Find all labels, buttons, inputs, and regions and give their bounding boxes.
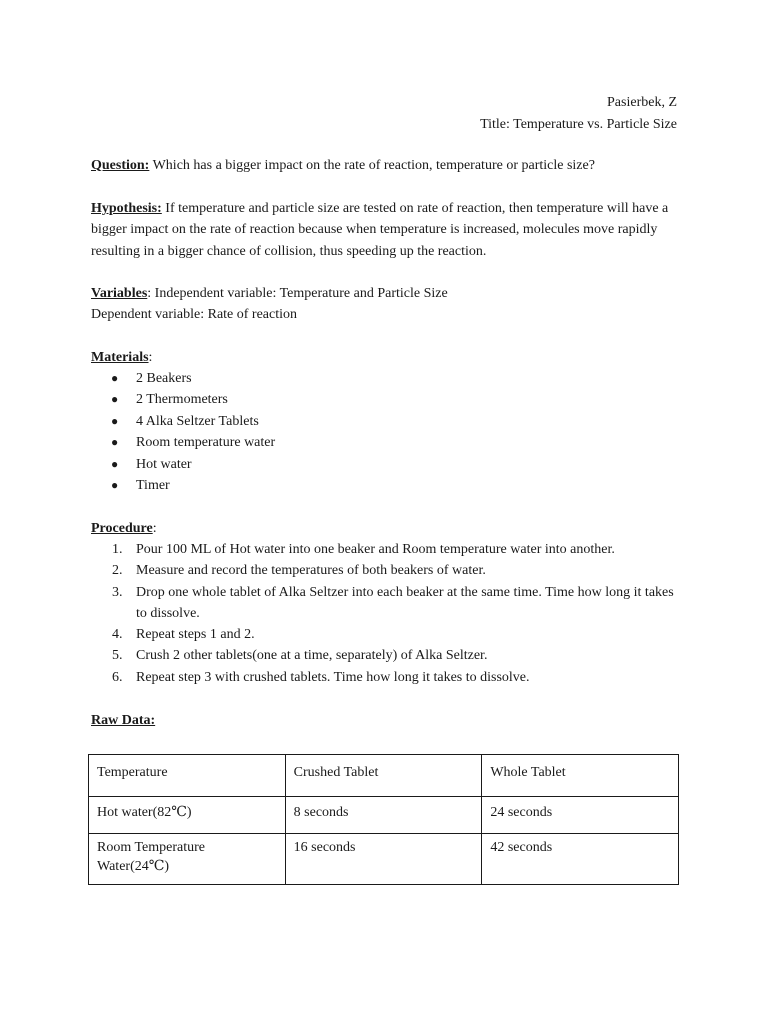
raw-data-table	[88, 754, 679, 885]
list-item: 3. Drop one whole tablet of Alka Seltzer into each beaker at the same time. Time how long it takes to dissolve.	[112, 584, 674, 621]
list-item: 5. Crush 2 other tablets(one at a time, separately) of Alka Seltzer.	[112, 648, 488, 664]
table-cell: Room Temperature Water(24℃)	[89, 834, 286, 885]
bullet-icon: ●	[111, 413, 119, 428]
list-item: ● 2 Thermometers	[91, 389, 275, 410]
procedure-label: Procedure	[91, 521, 153, 536]
raw-data-label: Raw Data:	[91, 713, 156, 728]
procedure-heading	[91, 518, 691, 539]
bullet-icon: ●	[111, 392, 119, 407]
table-header-row	[89, 755, 679, 797]
bullet-icon: ●	[111, 478, 119, 493]
hypothesis-section	[91, 198, 691, 262]
bullet-icon: ●	[111, 435, 119, 450]
procedure-list	[91, 539, 681, 688]
list-item: ● Hot water	[91, 454, 275, 475]
hypothesis-label: Hypothesis:	[91, 201, 162, 216]
header-block	[480, 92, 677, 136]
materials-heading	[91, 347, 691, 368]
variables-label: Variables	[91, 286, 148, 301]
list-item: 2. Measure and record the temperatures of both beakers of water.	[112, 563, 486, 579]
table-cell: 16 seconds	[285, 834, 482, 885]
table-header-cell: Temperature	[89, 755, 286, 797]
table-row	[89, 797, 679, 834]
materials-list	[91, 368, 275, 496]
table-header-cell: Whole Tablet	[482, 755, 679, 797]
list-item: ● 2 Beakers	[91, 368, 275, 389]
hypothesis-text: If temperature and particle size are tested on rate of reaction, then temperature will have a bigger impact on the rate of reaction because when temperature is increased, molecules move rapidly resulting in a bigger chance of collision, thus speeding up the reaction.	[91, 201, 669, 259]
bullet-icon: ●	[111, 371, 119, 385]
raw-data-heading	[91, 710, 691, 731]
document-title: Title: Temperature vs. Particle Size	[480, 117, 677, 132]
table-cell: 8 seconds	[285, 797, 482, 834]
author-name: Pasierbek, Z	[607, 95, 677, 110]
variables-section	[91, 283, 691, 326]
table-cell: 42 seconds	[482, 834, 679, 885]
independent-variable: : Independent variable: Temperature and Particle Size	[147, 286, 448, 301]
table-cell: Hot water(82℃)	[89, 797, 286, 834]
question-label: Question:	[91, 158, 150, 173]
materials-colon: :	[148, 350, 153, 365]
table-header-cell: Crushed Tablet	[285, 755, 482, 797]
materials-label: Materials	[91, 350, 149, 365]
question-section	[91, 155, 691, 176]
dependent-variable: Dependent variable: Rate of reaction	[91, 307, 298, 323]
table-row	[89, 834, 679, 885]
procedure-colon: :	[152, 521, 157, 536]
list-item: 1. Pour 100 ML of Hot water into one beaker and Room temperature water into another.	[112, 542, 615, 557]
list-item: ● 4 Alka Seltzer Tablets	[91, 411, 275, 432]
list-item: 6. Repeat step 3 with crushed tablets. Time how long it takes to dissolve.	[112, 669, 530, 685]
table-cell: 24 seconds	[482, 797, 679, 834]
list-item: 4. Repeat steps 1 and 2.	[112, 627, 255, 643]
list-item: ● Room temperature water	[91, 432, 275, 453]
bullet-icon: ●	[111, 456, 119, 471]
question-text: Which has a bigger impact on the rate of reaction, temperature or particle size?	[149, 158, 595, 173]
list-item: ● Timer	[91, 475, 275, 496]
